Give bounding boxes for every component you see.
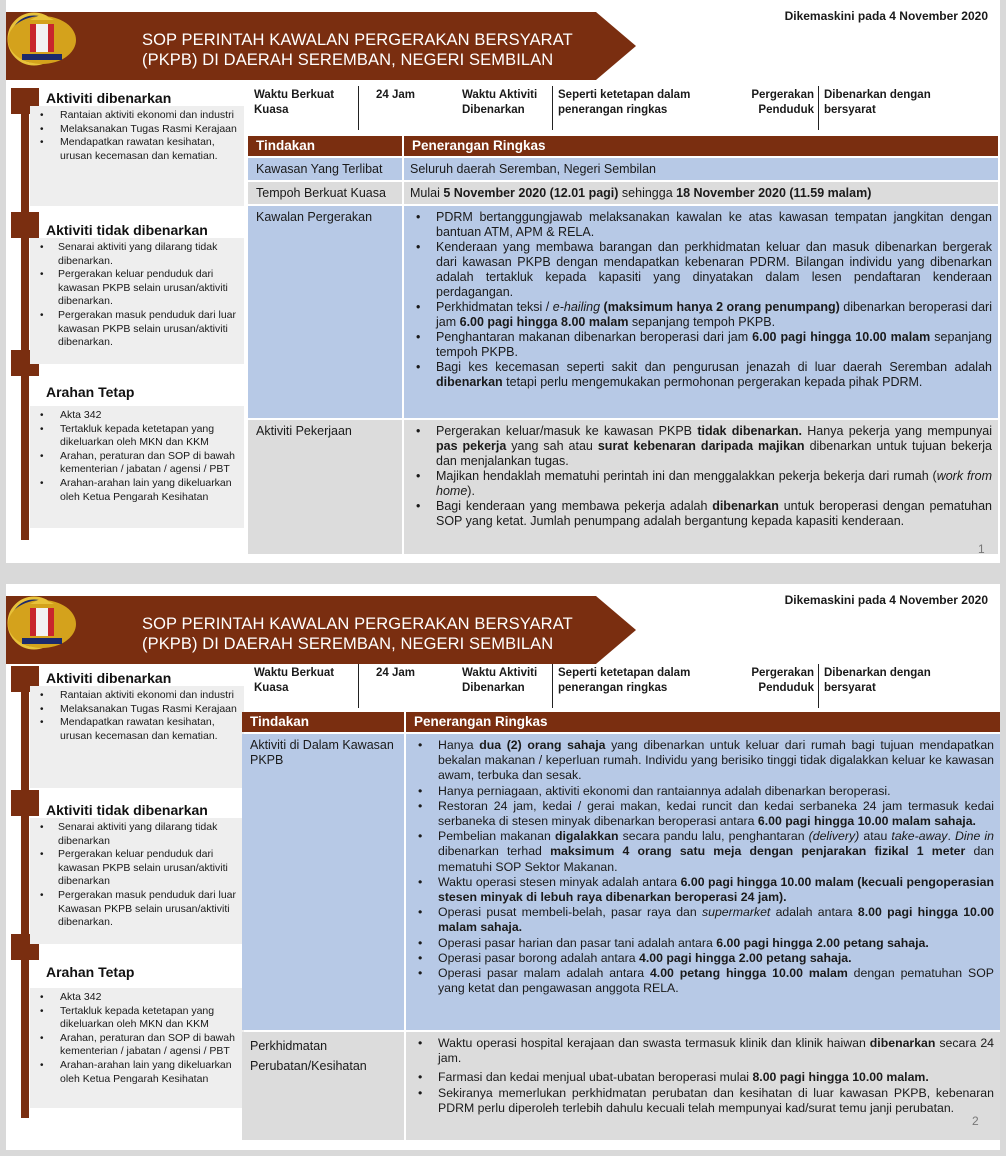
- list-item: • Arahan, peraturan dan SOP di bawah kementerian / jabatan / agensi / PBT: [34, 1032, 240, 1059]
- list-item: • Kenderaan yang membawa barangan dan perkhidmatan keluar dan masuk dibenarkan bergerak dari kawasan PKPB dengan mendapatkan kebenaran PDRM. Bilangan individu yang dibenarkan adalah tertakluk kepada kapasiti yang dinyatakan dalam lesen pendaftaran kenderaan perdagangan.: [410, 240, 992, 300]
- standing-order-heading: Arahan Tetap: [46, 964, 135, 980]
- page-number: 1: [978, 542, 985, 556]
- list-item: [410, 424, 992, 469]
- text-run: dibenarkan terhad: [438, 844, 551, 859]
- aktiviti-label: Waktu Aktiviti Dibenarkan: [462, 667, 538, 694]
- text-run: Dine in: [955, 829, 994, 844]
- start-date: 5 November 2020 (12.01 pagi): [443, 186, 619, 200]
- text-run: Bagi kenderaan yang membawa pekerja adalah: [436, 499, 713, 513]
- row-description: Seluruh daerah Seremban, Negeri Sembilan: [404, 158, 998, 180]
- text-run: yang dibenarkan untuk keluar dari rumah bagi tujuan mendapatkan bekalan makanan / keperluan rumah. Individu yang berisiko tinggi tidak digalakkan keluar ke kawasan awam, terbuka dan sesak.: [438, 738, 995, 783]
- list-item: • Melaksanakan Tugas Rasmi Kerajaan: [34, 123, 240, 137]
- allowed-heading: Aktiviti dibenarkan: [46, 670, 172, 686]
- page-number: 2: [972, 1114, 979, 1128]
- table-row: [242, 1032, 1000, 1140]
- allowed-heading: Aktiviti dibenarkan: [46, 90, 172, 106]
- text-run: dibenarkan: [869, 1036, 936, 1050]
- text-run: pas pekerja: [436, 439, 507, 453]
- table-row: [242, 734, 1000, 1030]
- text-run: secara pandu lalu, penghantaran: [618, 829, 809, 844]
- text-run: tetapi perlu mengemukakan permohonan pergerakan kepada pihak PDRM.: [502, 375, 923, 389]
- banner-title-line1: SOP PERINTAH KAWALAN PERGERAKAN BERSYARAT: [142, 31, 573, 49]
- info-strip: [248, 82, 1000, 134]
- text-run: sepanjang tempoh PKPB.: [436, 330, 992, 359]
- list-item: [410, 469, 992, 499]
- table-row: [248, 182, 998, 204]
- text-run: dan mematuhi SOP Sektor Makanan.: [438, 844, 994, 874]
- list-item: [412, 875, 994, 905]
- penduduk-label: Pergerakan Penduduk: [751, 667, 814, 694]
- not-allowed-list: [30, 238, 244, 364]
- text-run: take-away: [891, 829, 948, 844]
- divider: [818, 664, 819, 708]
- text-run: Hanya pekerja yang mempunyai: [801, 424, 992, 438]
- title-banner: [6, 12, 636, 80]
- text-run: 4.00 pagi hingga 2.00 petang sahaja.: [638, 950, 852, 965]
- penduduk-value: Dibenarkan dengan bersyarat: [824, 667, 931, 694]
- divider: [552, 664, 553, 708]
- text-run: digalakkan: [554, 829, 619, 844]
- text-run: tidak dibenarkan.: [697, 424, 802, 438]
- row-label: Aktiviti di Dalam Kawasan PKPB: [242, 734, 404, 1030]
- table-row: [248, 420, 998, 554]
- text-run: Pergerakan keluar/masuk ke kawasan PKPB: [436, 424, 698, 438]
- text-run: dibenarkan: [436, 375, 503, 389]
- waktu-label: Waktu Berkuat Kuasa: [254, 89, 335, 116]
- list-item: [410, 330, 992, 360]
- slide-page-1: [6, 0, 1000, 563]
- list-item: • Pergerakan keluar penduduk dari kawasan PKPB selain urusan/aktiviti dibenarkan.: [34, 268, 240, 309]
- waktu-value: 24 Jam: [376, 89, 416, 101]
- text-run: Operasi pasar malam adalah antara: [438, 966, 650, 981]
- row-label: Perkhidmatan Perubatan/Kesihatan: [242, 1032, 404, 1140]
- text-run: Perkhidmatan teksi /: [436, 300, 553, 314]
- divider: [552, 86, 553, 130]
- waktu-value: 24 Jam: [376, 667, 416, 679]
- text-run: (delivery): [808, 829, 860, 844]
- text-run: sepanjang tempoh PKPB.: [628, 315, 776, 329]
- banner-title-line1: SOP PERINTAH KAWALAN PERGERAKAN BERSYARAT: [142, 615, 573, 633]
- row-description: [406, 1032, 1000, 1140]
- list-item: • Tertakluk kepada ketetapan yang dikeluarkan oleh MKN dan KKM: [34, 423, 240, 450]
- text-run: 4.00 petang hingga 10.00 malam: [649, 966, 848, 981]
- standing-order-list: [30, 988, 244, 1108]
- list-item: [410, 499, 992, 529]
- text-run: untuk beroperasi dengan pematuhan SOP yang ketat. Jumlah penumpang adalah bergantung kepada kapasiti kenderaan.: [436, 499, 992, 528]
- row-label: Tempoh Berkuat Kuasa: [248, 182, 402, 204]
- text-run: Farmasi dan kedai menjual ubat-ubatan beroperasi mulai: [438, 1070, 753, 1085]
- aktiviti-label: Waktu Aktiviti Dibenarkan: [462, 89, 538, 116]
- text-run: dengan pematuhan SOP yang ketat dan pengawasan anggota RELA.: [438, 966, 994, 996]
- row-label: Kawalan Pergerakan: [248, 206, 402, 418]
- text-run: yang sah atau: [506, 439, 598, 453]
- list-item: • Senarai aktiviti yang dilarang tidak dibenarkan.: [34, 241, 240, 268]
- text-run: 6.00 pagi hingga 10.00 malam: [752, 330, 931, 344]
- list-item: [412, 829, 994, 875]
- slide-page-2: [6, 584, 1000, 1150]
- list-item: [412, 951, 994, 966]
- info-strip: [248, 660, 1000, 712]
- list-item: • Mendapatkan rawatan kesihatan, urusan kecemasan dan kematian.: [34, 716, 240, 743]
- divider: [818, 86, 819, 130]
- banner-title: [142, 30, 573, 70]
- text-run: Operasi pusat membeli-belah, pasar raya dan: [438, 905, 702, 920]
- text-run: (maksimum hanya 2 orang penumpang): [600, 300, 840, 314]
- text-run: Bagi kes kecemasan seperti sakit dan pengurusan jenazah di luar daerah Seremban adalah: [436, 360, 992, 374]
- not-allowed-list: [30, 818, 244, 944]
- text-run: dibenarkan: [712, 499, 779, 513]
- list-item: • Sekiranya memerlukan perkhidmatan perubatan dan kesihatan di luar kawasan PKPB, kebenaran PDRM perlu diperoleh terlebih dahulu kecuali telah mempunyai kad/surat temu janji perubatan.: [412, 1086, 994, 1116]
- sidebar-tab: [11, 790, 39, 816]
- list-item: • Pergerakan masuk penduduk dari luar kawasan PKPB selain urusan/aktiviti dibenarkan.: [34, 309, 240, 350]
- banner-title: [142, 614, 573, 654]
- table-header-tindakan: Tindakan: [248, 136, 402, 156]
- banner-title-line2: (PKPB) DI DAERAH SEREMBAN, NEGERI SEMBILAN: [142, 51, 554, 69]
- table-row: [248, 158, 998, 180]
- text-run: ).: [467, 484, 475, 498]
- text-run: Majikan hendaklah mematuhi perintah ini dan menggalakkan pekerja bekerja dari rumah (: [436, 469, 937, 483]
- sidebar-rail: [21, 670, 29, 1118]
- coat-of-arms-icon: [6, 12, 78, 66]
- text-run: atau: [859, 829, 892, 844]
- aktiviti-value: Seperti ketetapan dalam penerangan ringkas: [558, 89, 691, 116]
- allowed-list: [30, 686, 244, 788]
- text-run: adalah antara: [770, 905, 858, 920]
- text-run: maksimum 4 orang satu meja dengan penjarakan fizikal 1 meter: [550, 844, 966, 859]
- text-run: surat kebenaran daripada majikan: [597, 439, 805, 453]
- updated-date: Dikemaskini pada 4 November 2020: [784, 9, 988, 23]
- row-label: Kawasan Yang Terlibat: [248, 158, 402, 180]
- list-item: • Pergerakan keluar penduduk dari kawasan PKPB selain urusan/aktiviti dibenarkan: [34, 848, 240, 889]
- row-description: [404, 420, 998, 554]
- list-item: [410, 300, 992, 330]
- list-item: [412, 905, 994, 935]
- aktiviti-value: Seperti ketetapan dalam penerangan ringkas: [558, 667, 691, 694]
- text-run: e-hailing: [552, 300, 601, 314]
- waktu-label: Waktu Berkuat Kuasa: [254, 667, 335, 694]
- text-run: dibenarkan beroperasi dari jam: [436, 300, 992, 329]
- list-item: • Akta 342: [34, 991, 240, 1005]
- allowed-list: [30, 106, 244, 206]
- text-run: dua (2) orang sahaja: [479, 738, 606, 752]
- list-item: [412, 738, 994, 784]
- updated-date: Dikemaskini pada 4 November 2020: [784, 593, 988, 607]
- standing-order-heading: Arahan Tetap: [46, 384, 135, 400]
- penduduk-label: Pergerakan Penduduk: [751, 89, 814, 116]
- text-run: 6.00 pagi hingga 10.00 malam (kecuali pengoperasian stesen minyak di lebuh raya dibenarkan beroperasi 24 jam).: [438, 874, 994, 905]
- row-description: [406, 734, 1000, 1030]
- list-item: • Mendapatkan rawatan kesihatan, urusan kecemasan dan kematian.: [34, 136, 240, 163]
- list-item: [412, 1070, 994, 1085]
- end-date: 18 November 2020 (11.59 malam): [676, 186, 872, 200]
- text-run: dibenarkan untuk tujuan bekerja dan menjalankan tugas.: [436, 439, 993, 468]
- text-run: 8.00 pagi hingga 10.00 malam.: [752, 1070, 929, 1085]
- text-run: 6.00 pagi hingga 2.00 petang sahaja.: [716, 935, 929, 950]
- list-item: [412, 1036, 994, 1066]
- row-description: [404, 206, 998, 418]
- divider: [358, 664, 359, 708]
- list-item: • Hanya perniagaan, aktiviti ekonomi dan rantaiannya adalah dibenarkan beroperasi.: [412, 784, 994, 799]
- list-item: [412, 799, 994, 829]
- list-item: • Rantaian aktiviti ekonomi dan industri: [34, 689, 240, 703]
- text-run: work from home: [436, 469, 992, 498]
- table-row: [248, 206, 998, 418]
- title-banner: [6, 596, 636, 664]
- penduduk-value: Dibenarkan dengan bersyarat: [824, 89, 931, 116]
- text-run: Operasi pasar borong adalah antara: [438, 950, 639, 965]
- list-item: • Melaksanakan Tugas Rasmi Kerajaan: [34, 703, 240, 717]
- banner-title-line2: (PKPB) DI DAERAH SEREMBAN, NEGERI SEMBILAN: [142, 635, 554, 653]
- list-item: [412, 966, 994, 996]
- list-item: • PDRM bertanggungjawab melaksanakan kawalan ke atas kawasan tempatan jangkitan dengan bantuan ATM, APM & RELA.: [410, 210, 992, 240]
- text-run: Penghantaran makanan dibenarkan beroperasi dari jam: [436, 330, 753, 344]
- text-run: Operasi pasar harian dan pasar tani adalah antara: [438, 935, 717, 950]
- text-run: secara 24 jam.: [438, 1036, 994, 1066]
- list-item: • Senarai aktiviti yang dilarang tidak dibenarkan: [34, 821, 240, 848]
- list-item: • Akta 342: [34, 409, 240, 423]
- not-allowed-heading: Aktiviti tidak dibenarkan: [46, 222, 208, 238]
- text-run: 8.00 pagi hingga 10.00 malam sahaja.: [438, 905, 994, 935]
- text-run: Mulai: [410, 186, 444, 200]
- table-header-penerangan: Penerangan Ringkas: [406, 712, 1000, 732]
- list-item: • Pergerakan masuk penduduk dari luar Kawasan PKPB selain urusan/aktiviti dibenarkan.: [34, 889, 240, 930]
- list-item: [410, 360, 992, 390]
- sidebar-rail: [21, 92, 29, 540]
- list-item: • Arahan, peraturan dan SOP di bawah kementerian / jabatan / agensi / PBT: [34, 450, 240, 477]
- text-run: 6.00 pagi hingga 10.00 malam sahaja.: [757, 814, 976, 829]
- list-item: [412, 936, 994, 951]
- text-run: 6.00 pagi hingga 8.00 malam: [459, 315, 629, 329]
- text-run: Restoran 24 jam, kedai / gerai makan, kedai runcit dan kedai serbaneka 24 jam termasuk kedai serbaneka di stesen minyak dibenarkan beroperasi antara: [438, 798, 994, 829]
- coat-of-arms-icon: [6, 596, 78, 650]
- divider: [358, 86, 359, 130]
- row-label: Aktiviti Pekerjaan: [248, 420, 402, 554]
- text-run: Waktu operasi stesen minyak adalah antara: [438, 874, 681, 889]
- list-item: • Arahan-arahan lain yang dikeluarkan oleh Ketua Pengarah Kesihatan: [34, 477, 240, 504]
- row-description: [404, 182, 998, 204]
- table-header-tindakan: Tindakan: [242, 712, 404, 732]
- list-item: • Arahan-arahan lain yang dikeluarkan oleh Ketua Pengarah Kesihatan: [34, 1059, 240, 1086]
- text-run: supermarket: [701, 905, 771, 920]
- text-run: Pembelian makanan: [438, 829, 555, 844]
- text-run: .: [947, 829, 955, 844]
- table-header-penerangan: Penerangan Ringkas: [404, 136, 998, 156]
- list-item: • Rantaian aktiviti ekonomi dan industri: [34, 109, 240, 123]
- standing-order-list: [30, 406, 244, 528]
- text-run: Hanya: [438, 738, 480, 752]
- text-run: Waktu operasi hospital kerajaan dan swasta termasuk klinik dan klinik haiwan: [438, 1036, 870, 1050]
- list-item: • Tertakluk kepada ketetapan yang dikeluarkan oleh MKN dan KKM: [34, 1005, 240, 1032]
- sidebar-tab: [11, 212, 39, 238]
- not-allowed-heading: Aktiviti tidak dibenarkan: [46, 802, 208, 818]
- text-run: sehingga: [618, 186, 677, 200]
